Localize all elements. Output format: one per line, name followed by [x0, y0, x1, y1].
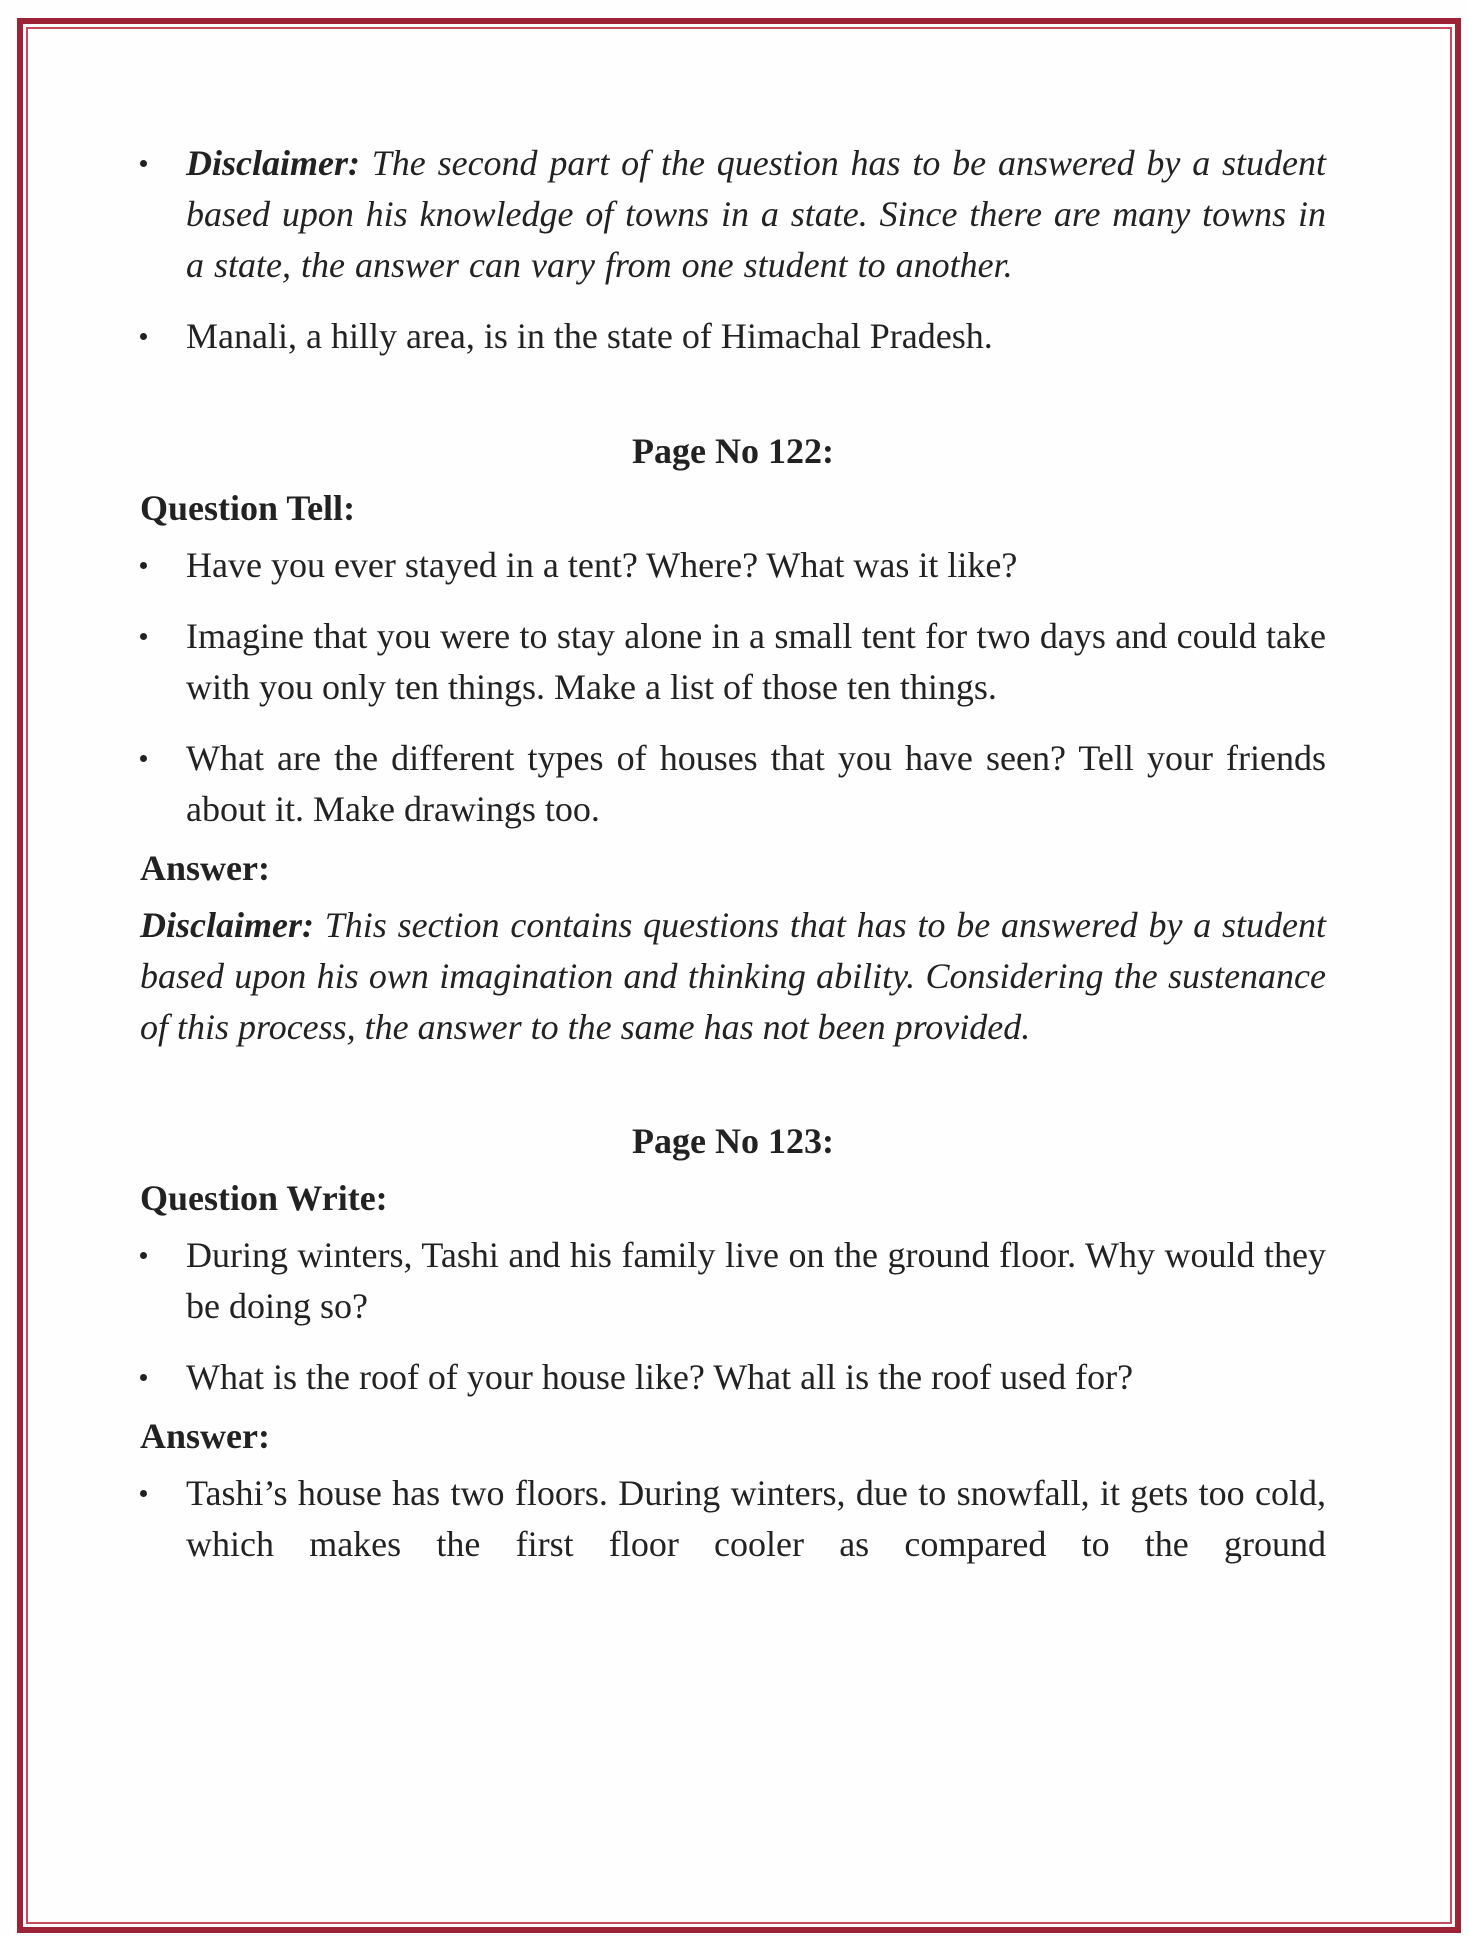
answer-heading: Answer: — [140, 848, 270, 888]
answer-bullet — [140, 1468, 1326, 1570]
bullet-icon — [140, 160, 147, 167]
bullet-text: Manali, a hilly area, is in the state of Himachal Pradesh. — [186, 316, 993, 356]
disclaimer-text: The second part of the question has to be answered by a student based upon his knowledge of towns in a state. Since there are many towns in a state, the answer can vary from one student to another. — [186, 143, 1326, 285]
disclaimer-text: This section contains questions that has to be answered by a student based upon his own imagination and thinking ability. Considering the sustenance of this process, the answer to the same has not been provided. — [140, 905, 1326, 1047]
bullet-text: Imagine that you were to stay alone in a small tent for two days and could take with you only ten things. Make a list of those ten things. — [186, 616, 1326, 707]
answer-disclaimer — [140, 900, 1326, 1053]
disclaimer-label: Disclaimer: — [186, 143, 360, 183]
question-heading-write: Question Write: — [140, 1178, 388, 1218]
bullet-text: What is the roof of your house like? What all is the roof used for? — [186, 1357, 1134, 1397]
bullet-icon — [140, 1252, 147, 1259]
question-bullet — [140, 733, 1326, 835]
disclaimer-bullet — [140, 138, 1326, 291]
manali-bullet — [140, 311, 1326, 362]
document-content — [140, 138, 1326, 1570]
question-bullet — [140, 1352, 1326, 1403]
bullet-text: During winters, Tashi and his family live on the ground floor. Why would they be doing so? — [186, 1235, 1326, 1326]
bullet-icon — [140, 1374, 147, 1381]
bullet-icon — [140, 562, 147, 569]
bullet-text: Have you ever stayed in a tent? Where? What was it like? — [186, 545, 1018, 585]
disclaimer-label: Disclaimer: — [140, 905, 314, 945]
question-bullet — [140, 1230, 1326, 1332]
bullet-text: Tashi’s house has two floors. During winters, due to snowfall, it gets too cold, which makes the first floor cooler as compared to the ground — [186, 1473, 1326, 1564]
bullet-icon — [140, 755, 147, 762]
bullet-icon — [140, 1490, 147, 1497]
answer-heading: Answer: — [140, 1416, 270, 1456]
bullet-icon — [140, 633, 147, 640]
page-heading-122: Page No 122: — [632, 431, 834, 471]
bullet-text: What are the different types of houses that you have seen? Tell your friends about it. Make drawings too. — [186, 738, 1326, 829]
bullet-icon — [140, 333, 147, 340]
question-heading-tell: Question Tell: — [140, 488, 356, 528]
question-bullet — [140, 611, 1326, 713]
page-heading-123: Page No 123: — [632, 1121, 834, 1161]
question-bullet — [140, 540, 1326, 591]
